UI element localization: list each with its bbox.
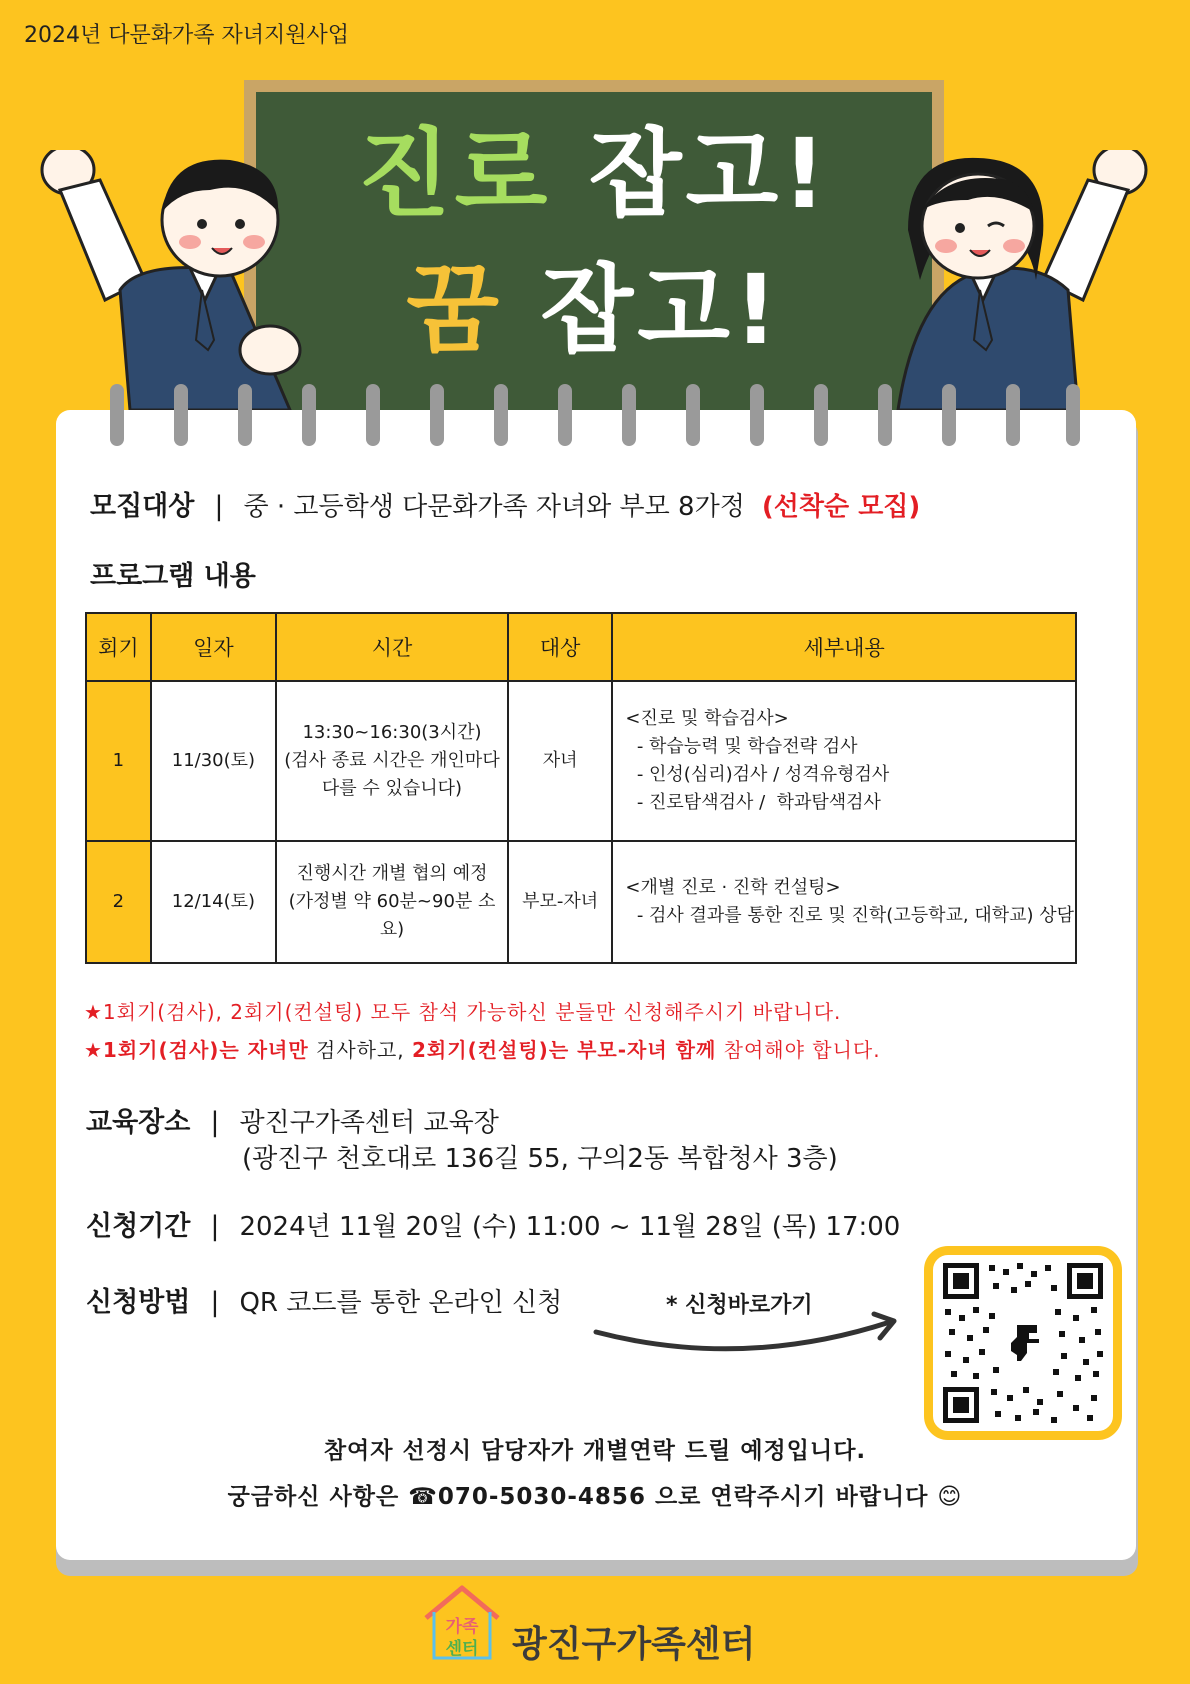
qr-code[interactable] [924, 1246, 1122, 1440]
recruit-label: 모집대상 [90, 491, 195, 522]
method-text: QR 코드를 통한 온라인 신청 [239, 1288, 563, 1318]
detail-line: - 진로탐색검사 / 학과탐색검사 [625, 791, 881, 813]
table-header-row [86, 613, 1076, 681]
binder-ring [558, 384, 572, 446]
place-address: (광진구 천호대로 136길 55, 구의2동 복합청사 3층) [242, 1144, 838, 1174]
separator: | [210, 1211, 220, 1242]
place-row [86, 1100, 499, 1139]
contact-text: 궁금하신 사항은 ☎070-5030-4856 으로 연락주시기 바랍니다 [227, 1484, 929, 1510]
binder-ring [238, 384, 252, 446]
col-header-session: 회기 [86, 613, 151, 681]
binder-ring [366, 384, 380, 446]
period-text: 2024년 11월 20일 (수) 11:00 ~ 11월 28일 (목) 17:00 [239, 1212, 901, 1242]
table-row [86, 841, 1076, 963]
binder-ring [430, 384, 444, 446]
title-word-grab-1: 잡고! [588, 118, 831, 230]
participation-note [84, 1034, 881, 1063]
binder-ring [750, 384, 764, 446]
qr-shortcut-label: * 신청바로가기 [666, 1293, 813, 1318]
binder-ring [814, 384, 828, 446]
note-part: 2회기(컨설팅)는 부모-자녀 함께 [412, 1038, 717, 1062]
recruit-highlight: (선착순 모집) [761, 492, 921, 522]
chalkboard-title [244, 80, 944, 440]
binder-ring [1006, 384, 1020, 446]
detail-line: - 검사 결과를 통한 진로 및 진학(고등학교, 대학교) 상담 [625, 905, 1074, 926]
col-header-date: 일자 [151, 613, 276, 681]
separator: | [210, 1287, 220, 1318]
organization-name: 광진구가족센터 [512, 1624, 756, 1665]
time-line: (가정별 약 60분~90분 소요) [288, 891, 496, 940]
time-line: 진행시간 개별 협의 예정 [296, 863, 488, 885]
table-row [86, 681, 1076, 841]
detail-cell [612, 681, 1076, 841]
time-line: 13:30~16:30(3시간) [302, 722, 482, 744]
title-word-grab-2: 잡고! [540, 254, 782, 366]
detail-line: <진로 및 학습검사> [625, 708, 789, 730]
binder-ring [174, 384, 188, 446]
binder-ring [110, 384, 124, 446]
qr-code-icon [933, 1255, 1113, 1431]
session-cell: 2 [86, 841, 151, 963]
title-line-2 [256, 254, 932, 366]
method-label: 신청방법 [86, 1287, 191, 1318]
recruit-text: 중 · 고등학생 다문화가족 자녀와 부모 8가정 [243, 492, 745, 522]
selection-notice: 참여자 선정시 담당자가 개별연락 드릴 예정입니다. [323, 1438, 867, 1464]
detail-line: <개별 진로 · 진학 컨설팅> [625, 877, 841, 899]
method-row [86, 1280, 562, 1319]
place-name: 광진구가족센터 교육장 [239, 1108, 499, 1138]
date-cell: 11/30(토) [151, 681, 276, 841]
target-cell: 자녀 [508, 681, 612, 841]
arrow-right-icon [592, 1308, 904, 1368]
binder-ring [686, 384, 700, 446]
smile-icon: 😊 [937, 1484, 963, 1510]
attendance-note: ★1회기(검사), 2회기(컨설팅) 모두 참석 가능하신 분들만 신청해주시기 바랍니다. [84, 1000, 842, 1024]
binder-ring [494, 384, 508, 446]
note-part: 검사하고, [308, 1038, 413, 1062]
contact-notice [0, 1478, 1190, 1511]
girl-student-illustration [858, 150, 1158, 410]
boy-student-illustration [30, 150, 330, 410]
time-cell [276, 841, 508, 963]
target-cell: 부모-자녀 [508, 841, 612, 963]
program-heading: 프로그램 내용 [90, 561, 256, 592]
recruit-row [90, 484, 920, 523]
logo-mark-bottom: 센터 [445, 1639, 479, 1659]
period-row [86, 1204, 900, 1243]
title-line-1 [256, 118, 932, 230]
event-series-label: 2024년 다문화가족 자녀지원사업 [24, 23, 349, 48]
separator: | [214, 491, 224, 522]
program-table [85, 612, 1077, 964]
time-line: (검사 종료 시간은 개인마다 [284, 750, 500, 772]
title-word-career: 진로 [357, 118, 552, 230]
col-header-target: 대상 [508, 613, 612, 681]
logo-mark-top: 가족 [445, 1617, 479, 1637]
binder-ring [622, 384, 636, 446]
detail-cell [612, 841, 1076, 963]
note-part: ★1회기(검사)는 자녀만 [84, 1038, 309, 1062]
session-cell: 1 [86, 681, 151, 841]
detail-line: - 학습능력 및 학습전략 검사 [625, 736, 858, 758]
time-cell [276, 681, 508, 841]
time-line: 다를 수 있습니다) [321, 777, 463, 799]
binder-ring [878, 384, 892, 446]
binder-ring [942, 384, 956, 446]
date-cell: 12/14(토) [151, 841, 276, 963]
binder-ring [302, 384, 316, 446]
detail-line: - 인성(심리)검사 / 성격유형검사 [625, 764, 890, 785]
family-center-logo-icon [420, 1582, 504, 1664]
title-word-dream: 꿈 [406, 254, 504, 366]
separator: | [210, 1107, 220, 1138]
place-label: 교육장소 [86, 1107, 191, 1138]
note-part: 참여해야 합니다. [716, 1038, 881, 1062]
col-header-detail: 세부내용 [612, 613, 1076, 681]
col-header-time: 시간 [276, 613, 508, 681]
binder-ring [1066, 384, 1080, 446]
period-label: 신청기간 [86, 1211, 191, 1242]
